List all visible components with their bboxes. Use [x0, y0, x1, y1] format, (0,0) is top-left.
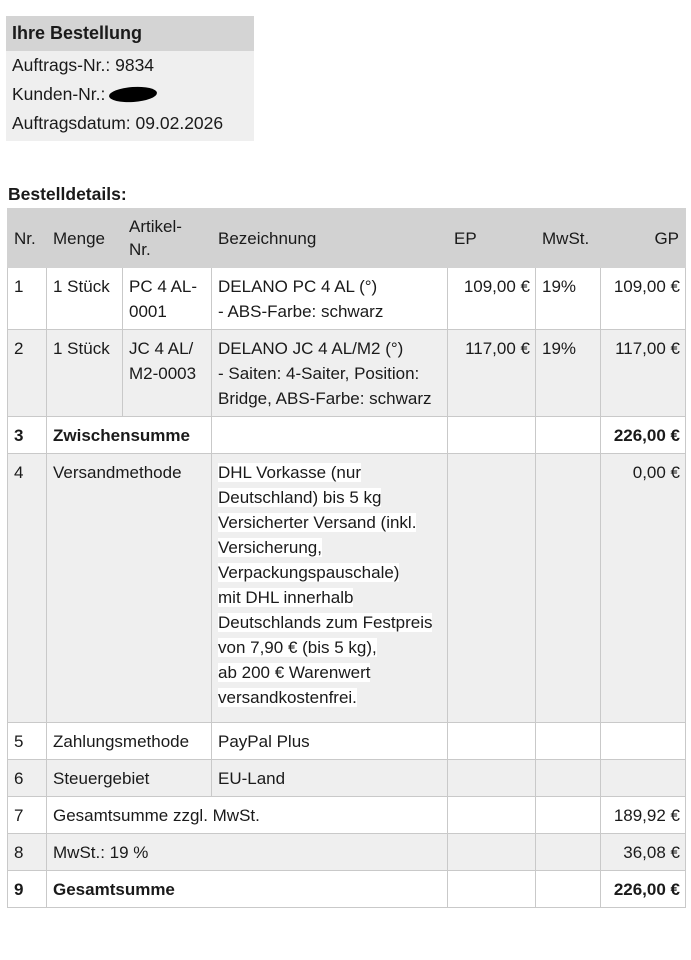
order-info-title: Ihre Bestellung: [6, 16, 254, 51]
row-artikel: PC 4 AL-0001: [123, 268, 212, 330]
order-date-label: Auftragsdatum:: [12, 113, 131, 133]
header-nr: Nr.: [8, 209, 47, 268]
row-mwst: 19%: [536, 268, 601, 330]
empty-cell: [601, 723, 686, 760]
empty-cell: [536, 871, 601, 908]
empty-cell: [536, 760, 601, 797]
grand-total-value: 226,00 €: [601, 871, 686, 908]
empty-cell: [448, 454, 536, 723]
empty-cell: [536, 417, 601, 454]
shipping-row: [8, 454, 686, 723]
table-row: [8, 268, 686, 330]
row-bezeichnung: DELANO JC 4 AL/M2 (°) - Saiten: 4-Saiter, Position: Bridge, ABS-Farbe: schwarz: [212, 330, 448, 417]
empty-cell: [448, 723, 536, 760]
row-menge: 1 Stück: [47, 268, 123, 330]
row-nr: 2: [8, 330, 47, 417]
row-gp: 117,00 €: [601, 330, 686, 417]
tax-region-label: Steuergebiet: [47, 760, 212, 797]
order-number-label: Auftrags-Nr.:: [12, 55, 111, 75]
shipping-description: DHL Vorkasse (nur Deutschland) bis 5 kg Versicherter Versand (inkl. Versicherung, Verpackungspauschale) mit DHL innerhalb Deutschlands zum Festpreis von 7,90 € (bis 5 kg), ab 200 € Warenwert versandkostenfrei.: [218, 463, 433, 707]
subtotal-label: Zwischensumme: [47, 417, 212, 454]
net-total-row: [8, 797, 686, 834]
net-total-value: 189,92 €: [601, 797, 686, 834]
empty-cell: [601, 760, 686, 797]
customer-number-line: [6, 80, 254, 109]
row-ep: 117,00 €: [448, 330, 536, 417]
order-date-value: 09.02.2026: [135, 113, 224, 133]
net-total-nr: 7: [8, 797, 47, 834]
subtotal-row: [8, 417, 686, 454]
vat-value: 36,08 €: [601, 834, 686, 871]
empty-cell: [536, 834, 601, 871]
row-ep: 109,00 €: [448, 268, 536, 330]
empty-cell: [448, 834, 536, 871]
table-header-row: [8, 209, 686, 268]
subtotal-value: 226,00 €: [601, 417, 686, 454]
header-ep: EP: [448, 209, 536, 268]
tax-region-nr: 6: [8, 760, 47, 797]
payment-value: PayPal Plus: [212, 723, 448, 760]
redacted-customer-number: [109, 85, 158, 103]
empty-cell: [212, 417, 448, 454]
tax-region-value: EU-Land: [212, 760, 448, 797]
empty-cell: [448, 797, 536, 834]
header-bezeichnung: Bezeichnung: [212, 209, 448, 268]
vat-row: [8, 834, 686, 871]
header-mwst: MwSt.: [536, 209, 601, 268]
shipping-description-cell: [212, 454, 448, 723]
shipping-value: 0,00 €: [601, 454, 686, 723]
row-menge: 1 Stück: [47, 330, 123, 417]
subtotal-nr: 3: [8, 417, 47, 454]
grand-total-label: Gesamtsumme: [47, 871, 448, 908]
order-number-value: 9834: [115, 55, 155, 75]
order-details-title: Bestelldetails:: [8, 184, 127, 204]
payment-nr: 5: [8, 723, 47, 760]
vat-nr: 8: [8, 834, 47, 871]
row-gp: 109,00 €: [601, 268, 686, 330]
row-mwst: 19%: [536, 330, 601, 417]
empty-cell: [536, 797, 601, 834]
order-number-line: [6, 51, 254, 80]
empty-cell: [536, 454, 601, 723]
customer-number-label: Kunden-Nr.:: [12, 84, 106, 104]
net-total-label: Gesamtsumme zzgl. MwSt.: [47, 797, 448, 834]
row-bezeichnung: DELANO PC 4 AL (°) - ABS-Farbe: schwarz: [212, 268, 448, 330]
order-date-line: [6, 109, 254, 141]
payment-label: Zahlungsmethode: [47, 723, 212, 760]
empty-cell: [448, 871, 536, 908]
row-nr: 1: [8, 268, 47, 330]
vat-label: MwSt.: 19 %: [47, 834, 448, 871]
empty-cell: [448, 417, 536, 454]
order-info-box: [6, 16, 254, 141]
table-row: [8, 330, 686, 417]
empty-cell: [536, 723, 601, 760]
shipping-label: Versandmethode: [47, 454, 212, 723]
empty-cell: [448, 760, 536, 797]
grand-total-nr: 9: [8, 871, 47, 908]
header-artikel: Artikel- Nr.: [123, 209, 212, 268]
shipping-nr: 4: [8, 454, 47, 723]
header-menge: Menge: [47, 209, 123, 268]
order-details-table: [7, 208, 686, 908]
payment-row: [8, 723, 686, 760]
tax-region-row: [8, 760, 686, 797]
row-artikel: JC 4 AL/ M2-0003: [123, 330, 212, 417]
grand-total-row: [8, 871, 686, 908]
header-gp: GP: [601, 209, 686, 268]
